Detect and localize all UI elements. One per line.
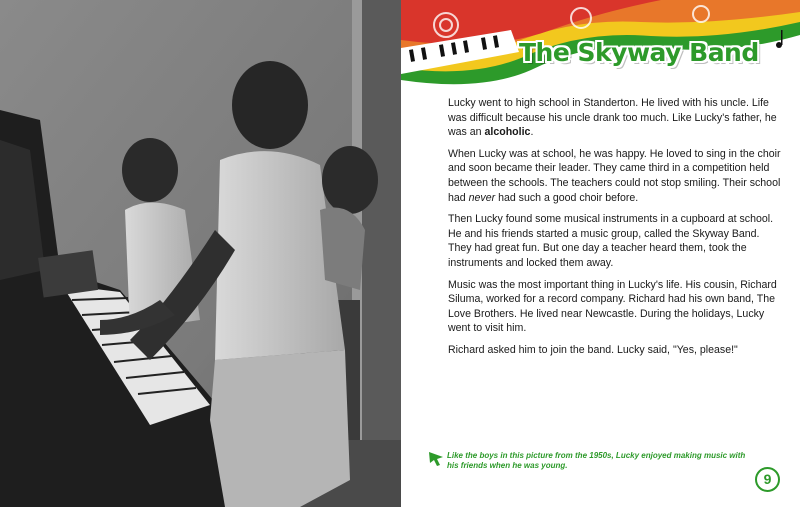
- page-title: The Skyway Band: [519, 38, 759, 67]
- paragraph-4: Music was the most important thing in Lucky's life. His cousin, Richard Siluma, worked for a record company. Richard had his own band, The Love Brothers. He lived near Newcastle. During the holidays, Lucky went to visit him.: [448, 278, 777, 335]
- body-text: [448, 96, 783, 365]
- text-page: [401, 0, 800, 507]
- paragraph-1: [448, 96, 783, 140]
- paragraph-2-text: When Lucky was at school, he was happy. He loved to sing in the choir and soon became their leader. They came third in a competition held between the schools. The teachers could not stop smiling. Their school had: [448, 147, 781, 204]
- paragraph-2: [448, 147, 783, 205]
- arrow-pointer-icon: [429, 452, 443, 466]
- paragraph-3: Then Lucky found some musical instruments in a cupboard at school. He and his friends started a music group, called the Skyway Band. They had great fun. But one day a teacher heard them, took the instruments and locked them away.: [448, 213, 774, 269]
- photo-caption: Like the boys in this picture from the 1950s, Lucky enjoyed making music with his friends when he was young.: [447, 451, 746, 470]
- page-number: 9: [755, 467, 780, 492]
- keyword-alcoholic: alcoholic: [484, 126, 531, 139]
- emphasis-never: never: [468, 191, 496, 204]
- paragraph-5: Richard asked him to join the band. Lucky said, "Yes, please!": [448, 343, 738, 356]
- paragraph-1-end: .: [530, 126, 534, 139]
- paragraph-2-end: had such a good choir before.: [495, 191, 639, 204]
- paragraph-1-text: Lucky went to high school in Standerton. He lived with his uncle. Life was difficult because his uncle drank too much. Like Lucky's father, he was an: [448, 97, 777, 139]
